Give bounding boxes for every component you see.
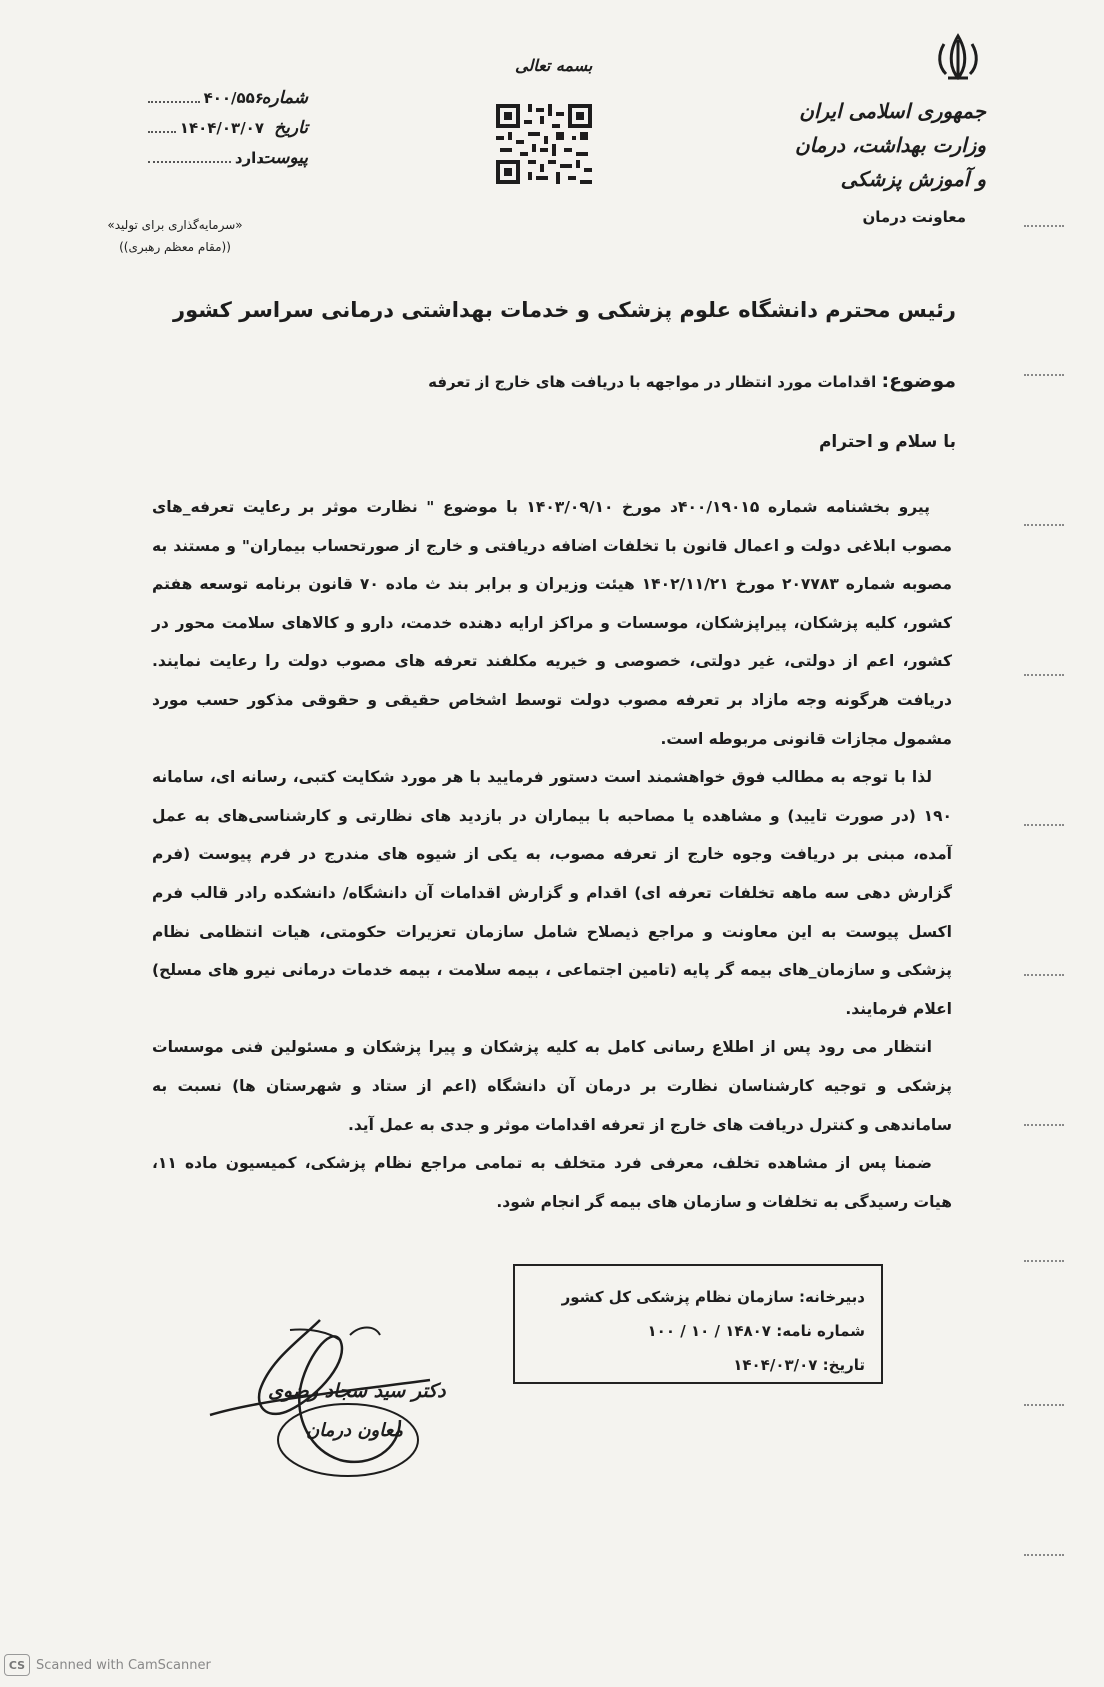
dotted-line xyxy=(148,151,231,163)
scanner-footer xyxy=(4,1654,211,1676)
signatory-title: معاون درمان xyxy=(306,1420,404,1441)
qr-code-icon xyxy=(496,104,592,184)
iran-emblem-icon xyxy=(930,30,986,86)
signatory-name: دکتر سید سجاد رضوی xyxy=(268,1380,446,1402)
deputy-label: معاونت درمان xyxy=(862,208,966,226)
ministry-line-1: جمهوری اسلامی ایران xyxy=(799,99,986,123)
margin-mark xyxy=(1024,1554,1064,1556)
ministry-header xyxy=(786,30,986,196)
paragraph: ضمنا پس از مشاهده تخلف، معرفی فرد متخلف به تمامی مراجع نظام پزشکی، کمیسیون ماده ۱۱، هیات رسیدگی به تخلفات و سازمان های بیمه گر انجام شود. xyxy=(152,1154,952,1211)
margin-mark xyxy=(1024,674,1064,676)
ministry-line-2: وزارت بهداشت، درمان و آموزش پزشکی xyxy=(794,133,986,191)
margin-mark xyxy=(1024,225,1064,227)
margin-mark xyxy=(1024,1404,1064,1406)
slogan xyxy=(100,214,250,258)
subject-text: اقدامات مورد انتظار در مواجهه با دریافت های خارج از تعرفه xyxy=(428,373,877,391)
number-value: ۴۰۰/۵۵۶ xyxy=(203,89,264,107)
margin-mark xyxy=(1024,824,1064,826)
slogan-text: «سرمایه‌گذاری برای تولید» xyxy=(107,218,243,232)
attachment-row xyxy=(148,148,308,178)
margin-mark xyxy=(1024,524,1064,526)
invocation: بسمه تعالی xyxy=(515,56,593,75)
greeting: با سلام و احترام xyxy=(818,432,956,452)
registry-line-3: تاریخ: ۱۴۰۴/۰۳/۰۷ xyxy=(733,1356,865,1374)
date-value: ۱۴۰۴/۰۳/۰۷ xyxy=(179,119,264,137)
margin-mark xyxy=(1024,974,1064,976)
slogan-source: ((مقام معظم رهبری)) xyxy=(119,240,231,254)
dotted-line xyxy=(148,121,176,133)
subject xyxy=(428,370,956,392)
recipient: رئیس محترم دانشگاه علوم پزشکی و خدمات بهداشتی درمانی سراسر کشور xyxy=(173,298,956,322)
letter-body xyxy=(152,488,952,1221)
margin-mark xyxy=(1024,1124,1064,1126)
number-row xyxy=(148,88,308,118)
paragraph: پیرو بخشنامه شماره ۴۰۰/۱۹۰۱۵د مورخ ۱۴۰۳/۰۹/۱۰ با موضوع " نظارت موثر بر رعایت تعرفه_های مصوب ابلاغی دولت و اعمال قانون با تخلفات اضافه دریافتی و خارج از صورتحساب بیماران" و مستند به مصوبه شماره ۲۰۷۷۸۳ مورخ ۱۴۰۲/۱۱/۲۱ هیئت وزیران و برابر بند ث ماده ۷۰ قانون برنامه توسعه هفتم کشور، کلیه پزشکان، پیراپزشکان، موسسات و مراکز ارایه دهنده خدمت، دارو و کالاهای سلامت محور در کشور، اعم از دولتی، غیر دولتی، خصوصی و خیریه مکلفند تعرفه های مصوب دولت را رعایت نمایند. دریافت هرگونه وجه مازاد بر تعرفه مصوب دولت توسط اشخاص حقیقی و حقوقی مذکور حسب مورد مشمول مجازات قانونی مربوطه است. xyxy=(152,498,952,748)
subject-label: موضوع: xyxy=(881,370,956,392)
registry-box xyxy=(513,1264,883,1384)
registry-line-1: دبیرخانه: سازمان نظام پزشکی کل کشور xyxy=(561,1288,865,1306)
scanner-footer-text: Scanned with CamScanner xyxy=(36,1657,211,1673)
date-row xyxy=(148,118,308,148)
registry-line-2: شماره نامه: ۱۴۸۰۷ / ۱۰ / ۱۰۰ xyxy=(647,1322,865,1340)
attachment-value: دارد xyxy=(234,149,264,167)
camscanner-logo-icon: CS xyxy=(4,1654,30,1676)
margin-mark xyxy=(1024,1260,1064,1262)
dotted-line xyxy=(148,91,200,103)
paragraph: لذا با توجه به مطالب فوق خواهشمند است دستور فرمایید با هر مورد شکایت کتبی، رسانه ای، سامانه ۱۹۰ (در صورت تایید) و مشاهده یا مصاحبه با بیماران در بازدید های نظارتی و کارشناسی‌های به عمل آمده، مبنی بر دریافت وجوه خارج از تعرفه مصوب، به یکی از شیوه های مندرج در فرم پیوست (فرم گزارش دهی سه ماهه تخلفات تعرفه ای) اقدام و گزارش اقدامات آن دانشگاه/ دانشکده رادر قالب فرم اکسل پیوست به این معاونت و مراجع ذیصلاح شامل سازمان تعزیرات حکومتی، هیات انتظامی نظام پزشکی و سازمان_های بیمه گر پایه (تامین اجتماعی ، بیمه سلامت ، بیمه خدمات درمانی نیرو های مسلح) اعلام فرمایند. xyxy=(152,768,952,1018)
attachment-label: پیوست xyxy=(258,148,308,168)
margin-mark xyxy=(1024,374,1064,376)
date-label: تاریخ xyxy=(274,118,308,138)
letter-meta xyxy=(148,88,308,178)
number-label: شماره xyxy=(261,88,308,108)
paragraph: انتظار می رود پس از اطلاع رسانی کامل به کلیه پزشکان و پیرا پزشکان و مسئولین فنی موسسات پزشکی و توجیه کارشناسان نظارت بر درمان آن دانشگاه (اعم از ستاد و شهرستان ها) نسبت به ساماندهی و کنترل دریافت های خارج از تعرفه اقدامات موثر و جدی به عمل آید. xyxy=(152,1038,952,1134)
